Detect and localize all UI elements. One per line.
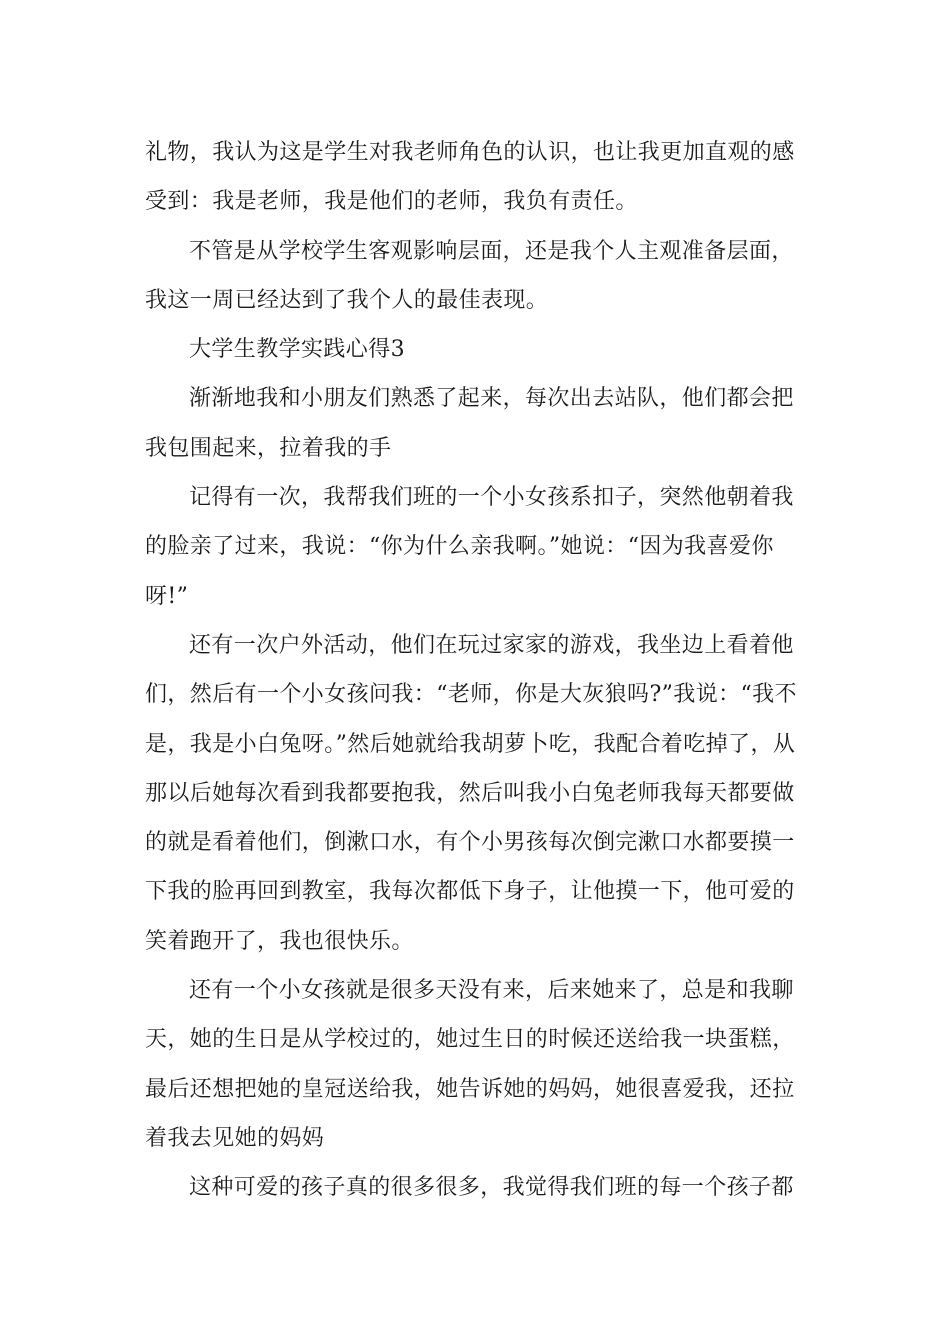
section-heading: 大学生教学实践心得3 <box>189 337 405 363</box>
paragraph-closing: 这种可爱的孩子真的很多很多，我觉得我们班的每一个孩子都 <box>189 1175 794 1201</box>
paragraph-outdoor-activity: 还有一次户外活动，他们在玩过家家的游戏，我坐边上看着他们，然后有一个小女孩问我：“老师，你是大灰狼吗?”我说：“我不是，我是小白兔呀。”然后她就给我胡萝卜吃，我配合着吃掉了，从那以后她每次看到我都要抱我，然后叫我小白兔老师我每天都要做的就是看着他们，倒漱口水，有个小男孩每次倒完漱口水都要摸一下我的脸再回到教室，我每次都低下身子，让他摸一下，他可爱的笑着跑开了，我也很快乐。 <box>145 632 797 954</box>
paragraph-kiss: 记得有一次，我帮我们班的一个小女孩系扣子，突然他朝着我的脸亲了过来，我说：“你为什么亲我啊。”她说：“因为我喜爱你呀!” <box>145 485 794 609</box>
paragraph-birthday: 还有一个小女孩就是很多天没有来，后来她来了，总是和我聊天，她的生日是从学校过的，她过生日的时候还送给我一块蛋糕，最后还想把她的皇冠送给我，她告诉她的妈妈，她很喜爱我，还拉着我去见她的妈妈 <box>145 978 795 1151</box>
paragraph-familiar: 渐渐地我和小朋友们熟悉了起来，每次出去站队，他们都会把我包围起来，拉着我的手 <box>145 386 794 461</box>
paragraph-summary: 不管是从学校学生客观影响层面，还是我个人主观准备层面，我这一周已经达到了我个人的最佳表现。 <box>145 238 794 313</box>
paragraph-continuation: 礼物，我认为这是学生对我老师角色的认识，也让我更加直观的感受到：我是老师，我是他们的老师，我负有责任。 <box>145 140 795 215</box>
document-body <box>145 128 815 1213</box>
